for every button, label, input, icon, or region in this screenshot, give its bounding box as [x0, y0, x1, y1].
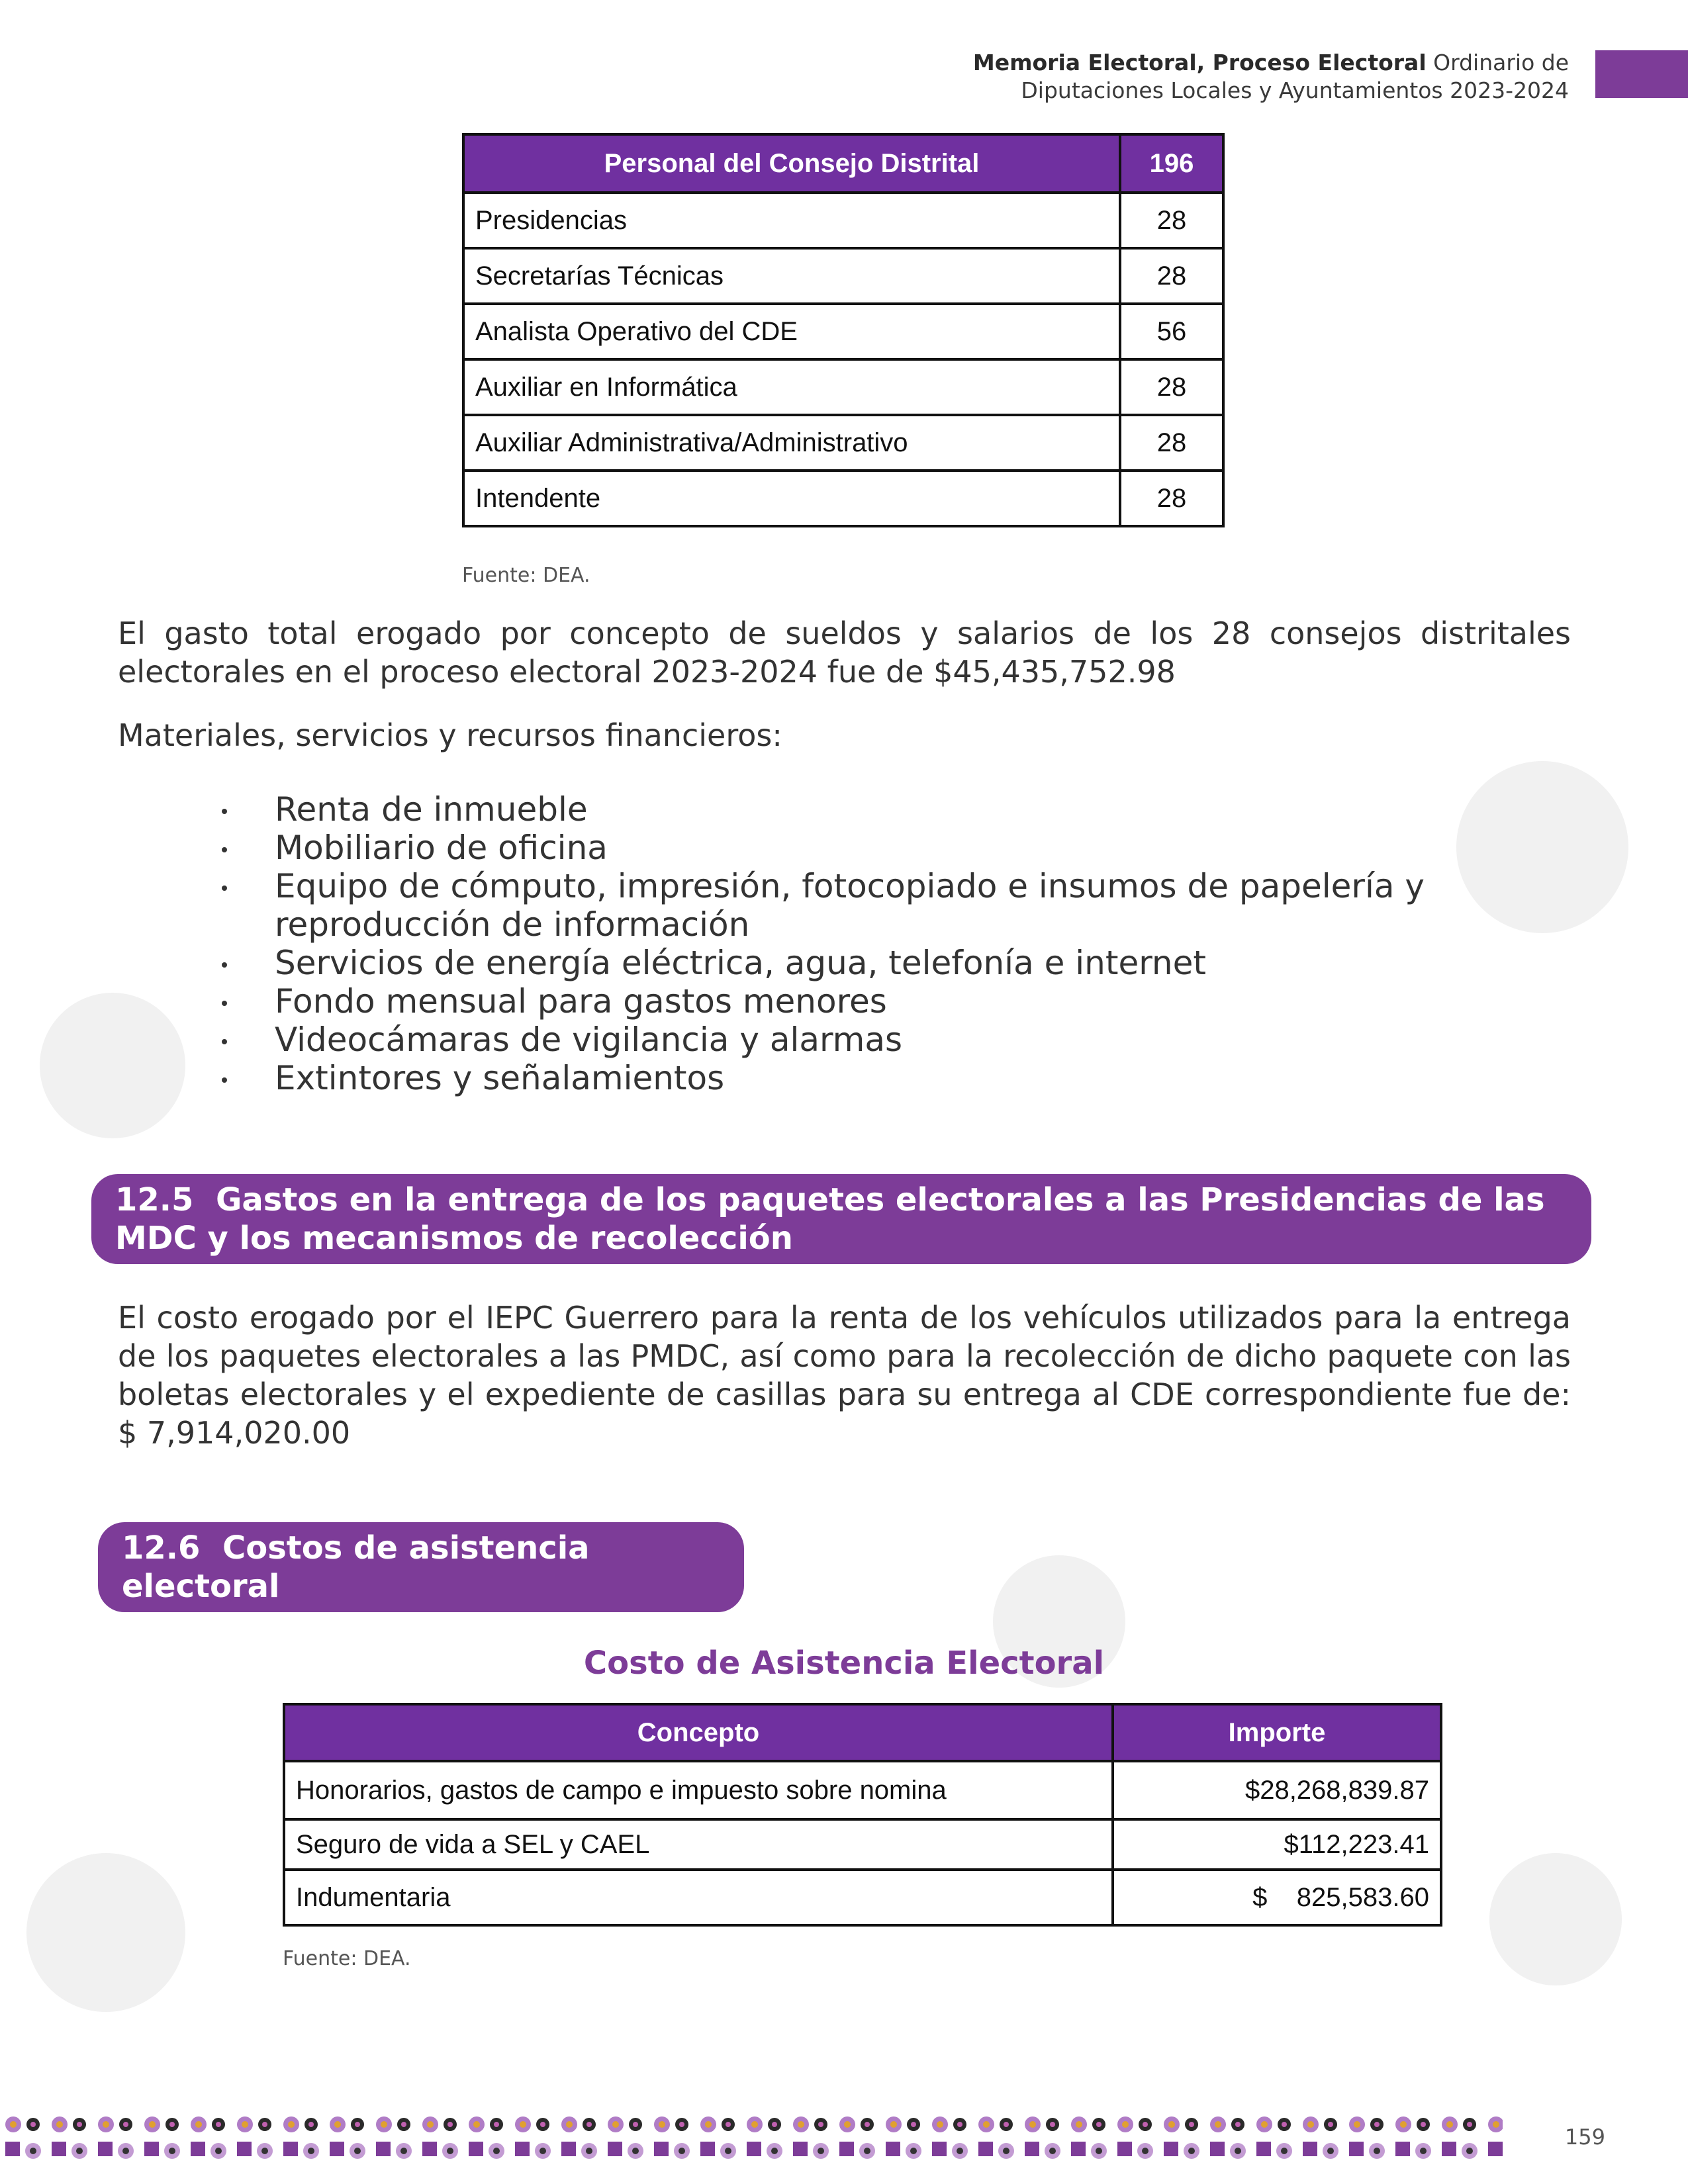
materials-list	[212, 790, 1575, 1097]
row-amount: $28,268,839.87	[1113, 1761, 1441, 1819]
table2-source: Fuente: DEA.	[283, 1947, 411, 1970]
header-title-bold: Memoria Electoral, Proceso Electoral	[972, 50, 1427, 75]
table-row	[463, 415, 1223, 471]
table1-source: Fuente: DEA.	[462, 564, 590, 587]
table-header-cell: Personal del Consejo Distrital	[463, 134, 1120, 193]
list-item: Renta de inmueble	[212, 790, 1575, 829]
row-label: Intendente	[463, 471, 1120, 526]
staff-table	[462, 133, 1225, 527]
row-concept: Indumentaria	[284, 1870, 1113, 1925]
table-header-total: 196	[1120, 134, 1223, 193]
list-item: Fondo mensual para gastos menores	[212, 982, 1575, 1021]
table2-title: Costo de Asistencia Electoral	[583, 1645, 1105, 1682]
header-title-rest: Ordinario de	[1426, 50, 1569, 75]
section-number: 12.6	[122, 1529, 201, 1567]
list-item: Servicios de energía eléctrica, agua, telefonía e internet	[212, 944, 1575, 982]
materials-heading: Materiales, servicios y recursos financieros:	[118, 717, 782, 753]
salary-paragraph: El gasto total erogado por concepto de sueldos y salarios de los 28 consejos distritales electorales en el proceso electoral 2023-2024 fue de $45,435,752.98	[118, 615, 1571, 690]
embroidery-border	[0, 2110, 1503, 2169]
table-header-row	[463, 134, 1223, 193]
row-value: 28	[1120, 193, 1223, 248]
table-row	[463, 304, 1223, 359]
row-amount: $ 825,583.60	[1113, 1870, 1441, 1925]
table-row	[463, 471, 1223, 526]
row-concept: Seguro de vida a SEL y CAEL	[284, 1819, 1113, 1870]
table-row	[284, 1819, 1441, 1870]
section-number: 12.5	[115, 1181, 194, 1218]
header-accent-tab	[1595, 50, 1688, 98]
running-header	[642, 49, 1569, 105]
list-item: Extintores y señalamientos	[212, 1059, 1575, 1097]
section-title: Gastos en la entrega de los paquetes electorales a las Presidencias de las MDC y los mecanismos de recolección	[115, 1181, 1545, 1257]
row-concept: Honorarios, gastos de campo e impuesto sobre nomina	[284, 1761, 1113, 1819]
row-label: Auxiliar Administrativa/Administrativo	[463, 415, 1120, 471]
table-header-cell: Concepto	[284, 1704, 1113, 1761]
background-motif	[1489, 1853, 1622, 1985]
row-value: 28	[1120, 415, 1223, 471]
row-label: Secretarías Técnicas	[463, 248, 1120, 304]
table-row	[284, 1870, 1441, 1925]
table-row	[463, 193, 1223, 248]
row-label: Presidencias	[463, 193, 1120, 248]
header-subtitle: Diputaciones Locales y Ayuntamientos 2023-2024	[1021, 77, 1569, 103]
table-row	[284, 1761, 1441, 1819]
row-value: 56	[1120, 304, 1223, 359]
section-heading-12-6	[98, 1522, 744, 1612]
row-label: Auxiliar en Informática	[463, 359, 1120, 415]
background-motif	[26, 1853, 185, 2012]
page-number: 159	[1564, 2124, 1605, 2150]
list-item: Mobiliario de oficina	[212, 829, 1575, 867]
list-item: Videocámaras de vigilancia y alarmas	[212, 1021, 1575, 1059]
row-value: 28	[1120, 471, 1223, 526]
row-value: 28	[1120, 248, 1223, 304]
row-amount: $112,223.41	[1113, 1819, 1441, 1870]
section-heading-12-5	[91, 1174, 1591, 1264]
row-label: Analista Operativo del CDE	[463, 304, 1120, 359]
table-row	[463, 359, 1223, 415]
table-header-row	[284, 1704, 1441, 1761]
background-motif	[40, 993, 185, 1138]
section-title: Costos de asistencia electoral	[122, 1529, 590, 1605]
vehicle-cost-paragraph: El costo erogado por el IEPC Guerrero para la renta de los vehículos utilizados para la entrega de los paquetes electorales a las PMDC, así como para la recolección de dicho paquete con las boletas electorales y el expediente de casillas para su entrega al CDE correspondiente fue de: $ 7,914,020.00	[118, 1300, 1571, 1451]
table-header-cell: Importe	[1113, 1704, 1441, 1761]
table-row	[463, 248, 1223, 304]
assistance-cost-table	[283, 1703, 1442, 1927]
list-item: Equipo de cómputo, impresión, fotocopiado e insumos de papelería y reproducción de información	[212, 867, 1575, 944]
row-value: 28	[1120, 359, 1223, 415]
